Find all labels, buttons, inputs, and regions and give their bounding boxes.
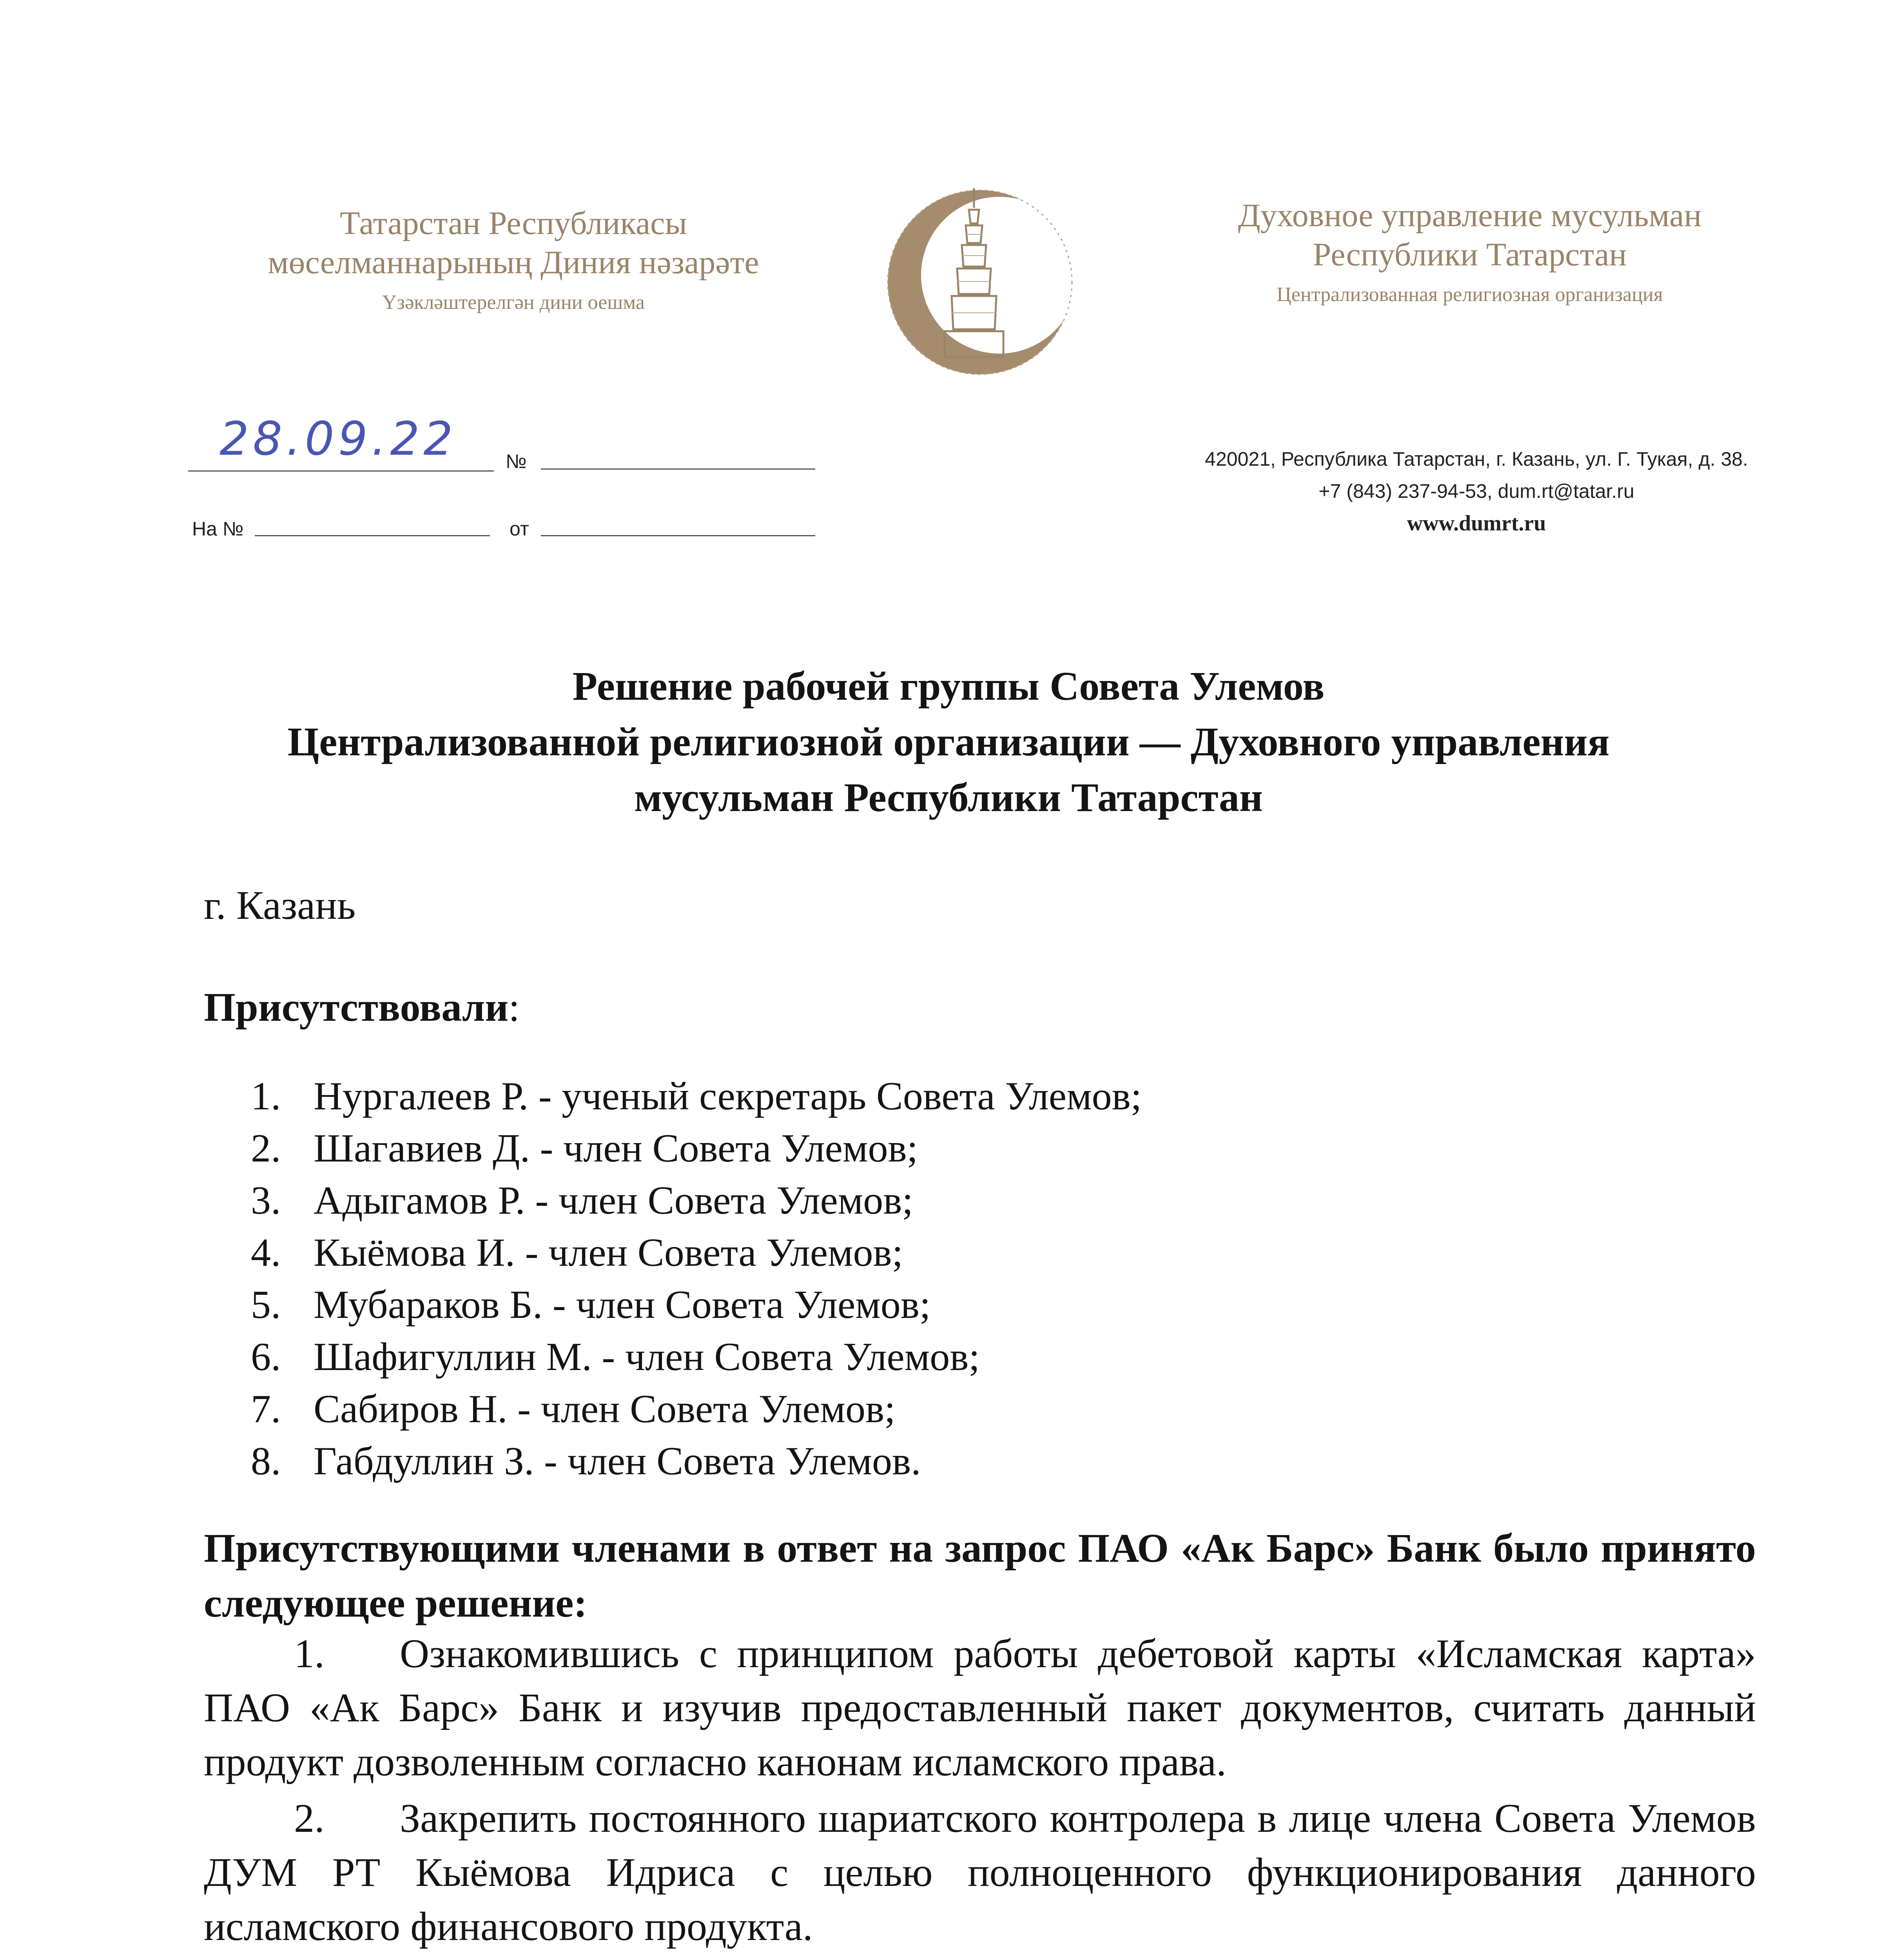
list-item-number: 3. — [251, 1178, 281, 1223]
letterhead-right-line2: Республики Татарстан — [1313, 236, 1627, 273]
letterhead-right-line1: Духовное управление мусульман — [1238, 197, 1702, 234]
present-heading-text: Присутствовали — [204, 985, 509, 1030]
letterhead-right-line3: Централизованная религиозная организация — [1277, 283, 1663, 306]
list-item-text: Мубараков Б. - член Совета Улемов; — [314, 1283, 931, 1327]
list-item — [251, 1227, 1142, 1279]
list-item — [251, 1174, 1142, 1227]
address-website: www.dumrt.ru — [1407, 511, 1546, 535]
list-item-number: 6. — [251, 1335, 281, 1379]
title-line2: Централизованной религиозной организации — Духовного управления — [287, 719, 1610, 764]
city: г. Казань — [204, 883, 356, 928]
ot-label: от — [510, 518, 529, 540]
title-line3: мусульман Республики Татарстан — [634, 775, 1263, 820]
decision-item-text: Ознакомившись с принципом работы дебетовой карты «Исламская карта» ПАО «Ак Барс» Банк и изучив предоставленный пакет документов, считать данный продукт дозволенным согласно канонам исламского права. — [204, 1631, 1756, 1784]
list-item-number: 4. — [251, 1230, 281, 1275]
document-title — [0, 659, 1897, 826]
na-number-underline — [255, 535, 490, 536]
list-item — [251, 1383, 1142, 1435]
date-underline — [188, 470, 494, 472]
list-item-number: 2. — [251, 1126, 281, 1171]
list-item — [251, 1070, 1142, 1122]
number-underline — [541, 468, 815, 470]
list-item-text: Шагавиев Д. - член Совета Улемов; — [314, 1126, 918, 1171]
decision-item — [204, 1627, 1756, 1789]
ot-underline — [541, 535, 815, 536]
decision-intro: Присутствующими членами в ответ на запрос ПАО «Ак Барс» Банк было принято следующее решение: — [204, 1526, 1756, 1626]
present-heading-colon: : — [508, 985, 520, 1030]
address-line1: 420021, Республика Татарстан, г. Казань, ул. Г. Тукая, д. 38. — [1205, 448, 1748, 470]
decision-item-text: Закрепить постоянного шариатского контролера в лице члена Совета Улемов ДУМ РТ Кыёмова Идриса с целью полноценного функционирования данного исламского финансового продукта. — [204, 1796, 1756, 1949]
decision-item-number: 1. — [294, 1631, 325, 1676]
list-item — [251, 1279, 1142, 1331]
list-item-text: Шафигуллин М. - член Совета Улемов; — [314, 1335, 980, 1379]
list-item-text: Сабиров Н. - член Совета Улемов; — [314, 1387, 896, 1431]
list-item-number: 8. — [251, 1439, 281, 1483]
list-item-number: 7. — [251, 1387, 281, 1431]
list-item-text: Нургалеев Р. - ученый секретарь Совета Улемов; — [314, 1074, 1142, 1118]
address-block — [1205, 443, 1748, 539]
decision-item — [204, 1791, 1756, 1954]
list-item-number: 1. — [251, 1074, 281, 1118]
crescent-minaret-logo-icon — [882, 172, 1078, 384]
number-label: № — [506, 450, 527, 472]
decision-item-number: 2. — [294, 1796, 325, 1841]
address-contacts: +7 (843) 237-94-53, dum.rt@tatar.ru — [1318, 480, 1634, 502]
members-list — [251, 1070, 1142, 1487]
letterhead-left — [169, 204, 858, 318]
document-date: 28.09.22 — [219, 412, 457, 466]
list-item — [251, 1435, 1142, 1487]
letterhead-left-line3: Үзәкләштерелгән дини оешма — [382, 291, 645, 314]
list-item — [251, 1331, 1142, 1383]
list-item-text: Габдуллин З. - член Совета Улемов. — [314, 1439, 921, 1483]
letterhead-right — [1137, 196, 1803, 310]
list-item — [251, 1122, 1142, 1174]
letterhead-left-line1: Татарстан Республикасы — [340, 205, 687, 241]
list-item-number: 5. — [251, 1283, 281, 1327]
list-item-text: Кыёмова И. - член Совета Улемов; — [314, 1230, 903, 1275]
title-line1: Решение рабочей группы Совета Улемов — [572, 664, 1325, 709]
letterhead-left-line2: мөселманнарының Диния нәзарәте — [268, 244, 759, 281]
list-item-text: Адыгамов Р. - член Совета Улемов; — [314, 1178, 913, 1223]
na-number-label: На № — [192, 518, 244, 540]
present-heading — [204, 980, 520, 1035]
